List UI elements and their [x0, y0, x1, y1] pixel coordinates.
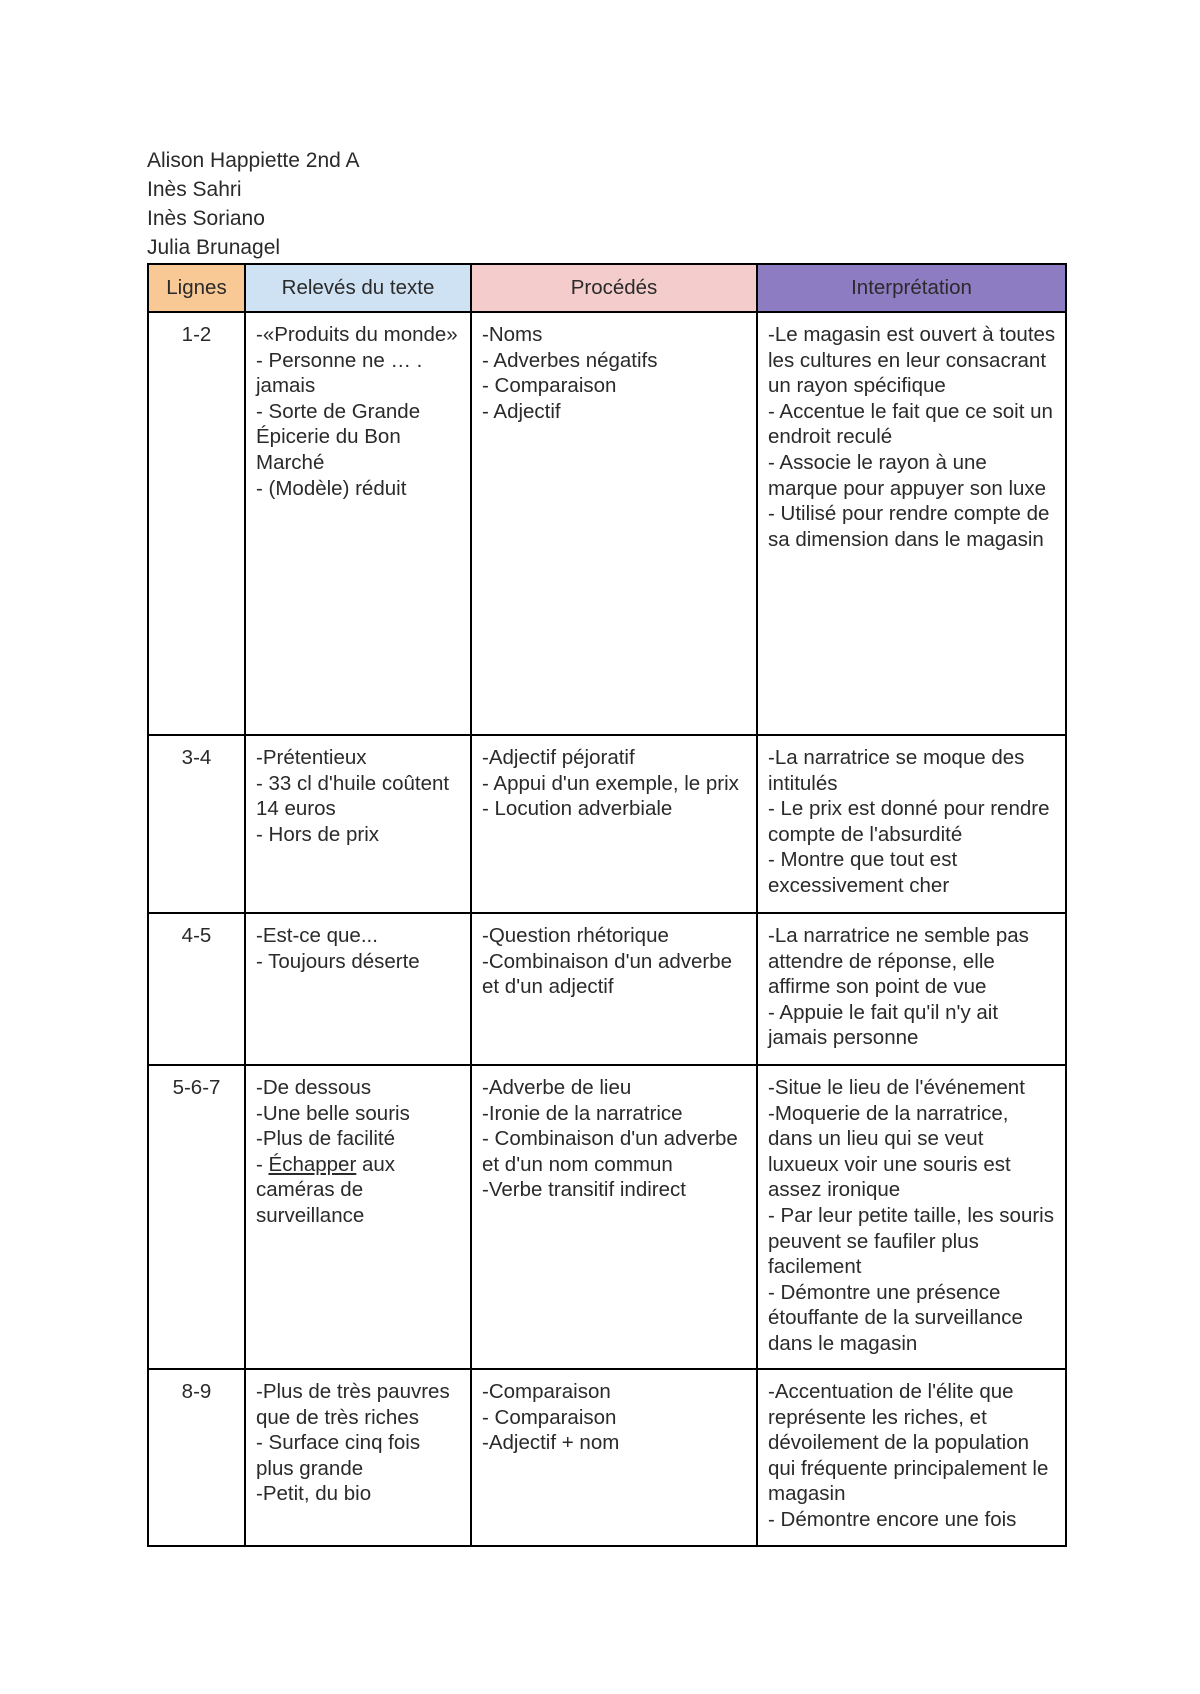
releve-item: - Personne ne … . jamais — [256, 348, 423, 398]
procede-item: -Noms — [482, 323, 543, 346]
interpretation-item: -Moquerie de la narratrice, dans un lieu qui se veut luxueux voir une souris est assez ironique — [768, 1101, 1011, 1202]
interpretation-cell — [757, 312, 1066, 735]
procedes-cell — [471, 1369, 757, 1546]
table-row — [148, 312, 1066, 735]
releve-prefix: - — [256, 1152, 269, 1176]
analysis-table — [147, 263, 1067, 1547]
interpretation-cell — [757, 1065, 1066, 1369]
procede-item: -Ironie de la narratrice — [482, 1101, 683, 1125]
procede-item: -Adjectif péjoratif — [482, 746, 635, 769]
releves-cell — [245, 312, 471, 735]
releve-item: -De dessous — [256, 1076, 372, 1099]
procede-item: - Appui d'un exemple, le prix — [482, 771, 739, 795]
procede-item: - Locution adverbiale — [482, 797, 673, 821]
releve-suffix: aux caméras de surveillance — [256, 1152, 396, 1227]
releve-item: -Une belle souris — [256, 1101, 410, 1125]
interpretation-item: - Le prix est donné pour rendre compte de l'absurdité — [768, 797, 1050, 846]
procedes-cell — [471, 735, 757, 913]
interpretation-cell — [757, 735, 1066, 913]
header-releves: Relevés du texte — [245, 264, 471, 312]
lines-cell: 5-6-7 — [148, 1065, 245, 1369]
interpretation-item: - Démontre encore une fois — [768, 1507, 1017, 1531]
interpretation-item: -Situe le lieu de l'événement — [768, 1076, 1025, 1099]
header-interpretation: Interprétation — [757, 264, 1066, 312]
procede-item: -Comparaison — [482, 1380, 611, 1403]
procede-item: -Adverbe de lieu — [482, 1076, 632, 1099]
header-procedes: Procédés — [471, 264, 757, 312]
releve-item: - Surface cinq fois plus grande — [256, 1431, 421, 1480]
procede-item: - Comparaison — [482, 374, 617, 398]
procedes-cell — [471, 913, 757, 1065]
interpretation-item: - Utilisé pour rendre compte de sa dimension dans le magasin — [768, 502, 1050, 551]
releve-item: -Est-ce que... — [256, 924, 378, 947]
interpretation-item: - Associe le rayon à une marque pour appuyer son luxe — [768, 450, 1047, 500]
lines-cell: 3-4 — [148, 735, 245, 913]
procede-item: -Combinaison d'un adverbe et d'un adjectif — [482, 949, 733, 999]
releves-cell — [245, 735, 471, 913]
interpretation-item: -Accentuation de l'élite que représente les riches, et dévoilement de la population qui fréquente principalement le magasin — [768, 1380, 1049, 1506]
lines-cell: 1-2 — [148, 312, 245, 735]
author-name: Julia Brunagel — [147, 236, 281, 259]
interpretation-item: - Par leur petite taille, les souris peuvent se faufiler plus facilement — [768, 1203, 1054, 1279]
interpretation-item: - Accentue le fait que ce soit un endroit reculé — [768, 399, 1053, 449]
author-name: Inès Soriano — [147, 207, 265, 230]
releve-item: - 33 cl d'huile coûtent 14 euros — [256, 771, 450, 821]
interpretation-cell — [757, 913, 1066, 1065]
releve-item: -Plus de facilité — [256, 1127, 396, 1151]
releve-underlined-word: Échapper — [268, 1152, 357, 1176]
authors-block — [147, 146, 359, 262]
releve-item: - Hors de prix — [256, 822, 380, 846]
releve-item: -«Produits du monde» — [256, 323, 458, 346]
interpretation-cell — [757, 1369, 1066, 1546]
procede-item: -Verbe transitif indirect — [482, 1178, 686, 1202]
procedes-cell — [471, 312, 757, 735]
author-name: Alison Happiette 2nd A — [147, 149, 360, 172]
procedes-cell — [471, 1065, 757, 1369]
author-name: Inès Sahri — [147, 178, 242, 201]
releve-item: - Sorte de Grande Épicerie du Bon Marché — [256, 399, 421, 474]
interpretation-item: - Démontre une présence étouffante de la surveillance dans le magasin — [768, 1280, 1023, 1355]
table-row — [148, 913, 1066, 1065]
releve-item: - Toujours déserte — [256, 949, 420, 973]
releve-item: - (Modèle) réduit — [256, 476, 407, 500]
interpretation-item: - Montre que tout est excessivement cher — [768, 848, 958, 897]
procede-item: -Adjectif + nom — [482, 1431, 620, 1455]
interpretation-item: -Le magasin est ouvert à toutes les cultures en leur consacrant un rayon spécifique — [768, 323, 1056, 398]
interpretation-item: - Appuie le fait qu'il n'y ait jamais personne — [768, 1000, 999, 1050]
table-row — [148, 1065, 1066, 1369]
releves-cell — [245, 913, 471, 1065]
releve-item: -Petit, du bio — [256, 1482, 372, 1506]
procede-item: - Adverbes négatifs — [482, 348, 658, 372]
releves-cell — [245, 1369, 471, 1546]
procede-item: -Question rhétorique — [482, 924, 669, 947]
lines-cell: 4-5 — [148, 913, 245, 1065]
releves-cell — [245, 1065, 471, 1369]
releve-item — [256, 1152, 462, 1229]
table-row — [148, 1369, 1066, 1546]
interpretation-item: -La narratrice se moque des intitulés — [768, 746, 1025, 795]
header-lignes: Lignes — [148, 264, 245, 312]
releve-item: -Prétentieux — [256, 746, 367, 769]
releve-item: -Plus de très pauvres que de très riches — [256, 1380, 450, 1429]
table-header-row — [148, 264, 1066, 312]
lines-cell: 8-9 — [148, 1369, 245, 1546]
procede-item: - Combinaison d'un adverbe et d'un nom commun — [482, 1127, 738, 1176]
table-row — [148, 735, 1066, 913]
procede-item: - Adjectif — [482, 399, 561, 423]
procede-item: - Comparaison — [482, 1405, 617, 1429]
interpretation-item: -La narratrice ne semble pas attendre de réponse, elle affirme son point de vue — [768, 924, 1029, 999]
